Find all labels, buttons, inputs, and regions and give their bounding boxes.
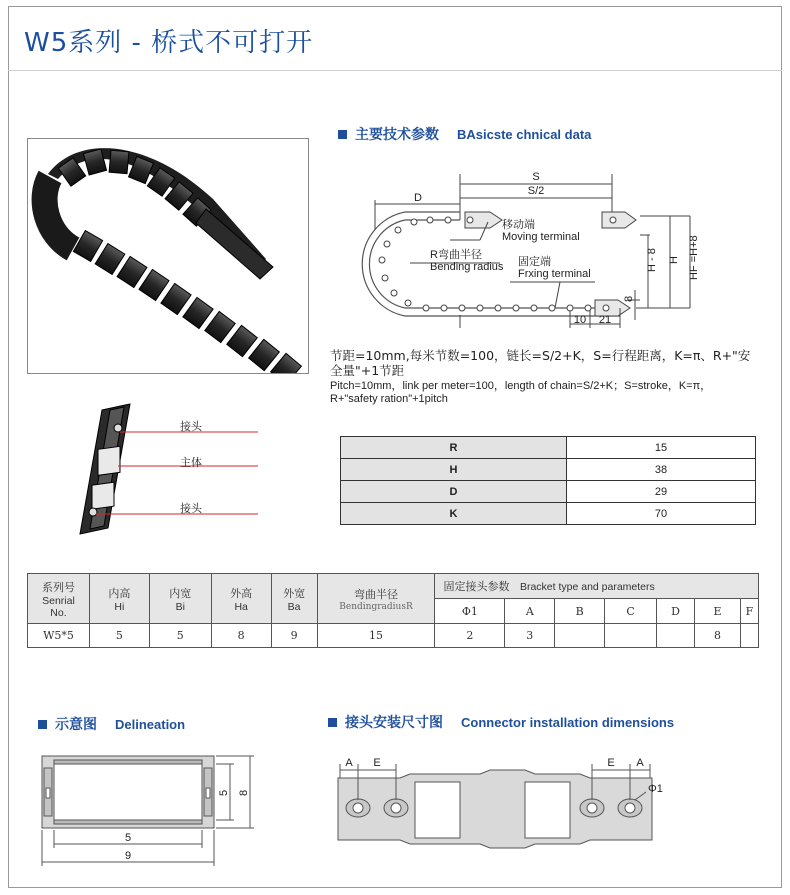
param-value: 70 [567, 503, 756, 525]
header-bi [149, 574, 211, 624]
cell-phi1: 2 [435, 624, 505, 648]
subheader-a: A [505, 599, 555, 624]
bullet-square-icon [38, 720, 47, 729]
delineation-title-en: Delineation [115, 716, 186, 732]
subheader-c: C [605, 599, 657, 624]
pitch-description-en-line2: R+"safety ration"+1pitch [330, 393, 448, 405]
header-ba-en: Ba [287, 600, 301, 613]
bullet-square-icon [338, 130, 347, 139]
delineation-heading [38, 714, 185, 734]
product-photo [27, 138, 309, 374]
moving-end-en: Moving terminal [502, 231, 580, 243]
dim-a-right: A [636, 757, 644, 769]
dim-hf-label: HF =H+8 [688, 235, 700, 280]
param-key: R [341, 437, 567, 459]
table-row [28, 624, 759, 648]
header-ha-cn: 外高 [230, 586, 253, 600]
moving-end-cn: 移动端 [502, 219, 535, 231]
param-key: D [341, 481, 567, 503]
header-radius-en: BendingradiusR [339, 601, 413, 612]
header-series-en2: No. [50, 606, 67, 619]
link-label-bottom: 接头 [180, 502, 202, 515]
single-link-figure [58, 400, 298, 540]
pitch-description-cn-line2: 全量"+1节距 [330, 363, 405, 378]
table-row [341, 503, 756, 525]
subheader-e: E [695, 599, 741, 624]
cell-bi: 5 [149, 624, 211, 648]
param-value: 38 [567, 459, 756, 481]
dim-outer-width: 9 [124, 850, 132, 862]
header-ha [211, 574, 271, 624]
header-bi-cn: 内宽 [169, 586, 192, 600]
connector-title-cn: 接头安装尺寸图 [345, 714, 443, 730]
spec-table [27, 573, 759, 648]
dim-inner-height: 5 [218, 789, 230, 796]
delineation-drawing [30, 748, 270, 873]
param-value: 15 [567, 437, 756, 459]
basic-data-heading [338, 124, 591, 144]
cell-d [657, 624, 695, 648]
basic-data-title-en: BAsicste chnical data [457, 126, 592, 142]
subheader-phi1: Φ1 [435, 599, 505, 624]
param-value: 29 [567, 481, 756, 503]
cell-radius: 15 [317, 624, 435, 648]
basic-data-title-cn: 主要技术参数 [355, 126, 439, 142]
dim-e-right: E [607, 757, 615, 769]
dim-s2-label: S/2 [527, 185, 545, 197]
header-hi-cn: 内高 [108, 586, 131, 600]
cell-series: W5*5 [28, 624, 90, 648]
dim-e-left: E [373, 757, 381, 769]
table-row [341, 459, 756, 481]
header-ha-en: Ha [234, 600, 248, 613]
header-bracket [435, 574, 759, 599]
dim-outer-height: 8 [238, 789, 250, 796]
table-row [341, 481, 756, 503]
parameter-table [340, 436, 756, 525]
header-series-cn: 系列号 [41, 580, 75, 594]
param-key: K [341, 503, 567, 525]
header-ba [271, 574, 317, 624]
cell-ha: 8 [211, 624, 271, 648]
bending-radius-cn: R弯曲半径 [430, 249, 482, 261]
subheader-d: D [657, 599, 695, 624]
header-series [28, 574, 90, 624]
bullet-square-icon [328, 718, 337, 727]
pitch-description-en-line1: Pitch=10mm，link per meter=100，length of chain=S/2+K；S=stroke，K=π， [330, 380, 712, 392]
header-hi [89, 574, 149, 624]
bending-radius-en: Bending radius [430, 261, 504, 273]
cell-b [555, 624, 605, 648]
param-key: H [341, 459, 567, 481]
table-row [341, 437, 756, 459]
connector-heading [328, 712, 674, 732]
cell-hi: 5 [89, 624, 149, 648]
dim-inner-width: 5 [124, 832, 132, 844]
connector-drawing [330, 748, 680, 858]
dim-phi1: Φ1 [648, 783, 663, 795]
dim-s-label: S [532, 171, 540, 183]
link-label-middle: 主体 [180, 456, 202, 469]
pitch-description-cn-line1: 节距=10mm,每米节数=100，链长=S/2+K，S=行程距离，K=π、R+"安 [330, 348, 751, 363]
chain-photo-illustration [28, 139, 309, 374]
dim-8-label: 8 [623, 295, 635, 302]
page-title: W5系列 - 桥式不可打开 [24, 28, 314, 58]
connector-title-en: Connector installation dimensions [461, 714, 675, 730]
title-divider [8, 70, 782, 71]
header-ba-cn: 外宽 [283, 586, 306, 600]
header-radius-cn: 弯曲半径 [354, 587, 398, 601]
header-series-en1: Senrial [42, 594, 75, 607]
pitch-description-en [330, 380, 780, 406]
header-bracket-cn: 固定接头参数 [443, 580, 510, 593]
fixed-end-en: Frxing terminal [518, 268, 591, 280]
chain-dimension-drawing [330, 160, 750, 330]
header-radius [317, 574, 435, 624]
dim-a-left: A [345, 757, 353, 769]
subheader-b: B [555, 599, 605, 624]
cell-e: 8 [695, 624, 741, 648]
cell-f [740, 624, 758, 648]
pitch-description-cn [330, 348, 780, 378]
spec-header-row [28, 574, 759, 599]
dim-d-label: D [414, 192, 422, 204]
dim-10-label: 10 [573, 314, 587, 326]
dim-h8-label: H - 8 [646, 248, 658, 272]
subheader-f: F [740, 599, 758, 624]
header-bi-en: Bi [175, 600, 185, 613]
header-bracket-en: Bracket type and parameters [519, 581, 655, 593]
dim-h-label: H [668, 256, 680, 264]
header-hi-en: Hi [114, 600, 125, 613]
delineation-title-cn: 示意图 [55, 716, 97, 732]
cell-ba: 9 [271, 624, 317, 648]
fixed-end-cn: 固定端 [518, 256, 551, 268]
dim-21-label: 21 [598, 314, 612, 326]
link-label-top: 接头 [180, 420, 202, 433]
cell-a: 3 [505, 624, 555, 648]
cell-c [605, 624, 657, 648]
